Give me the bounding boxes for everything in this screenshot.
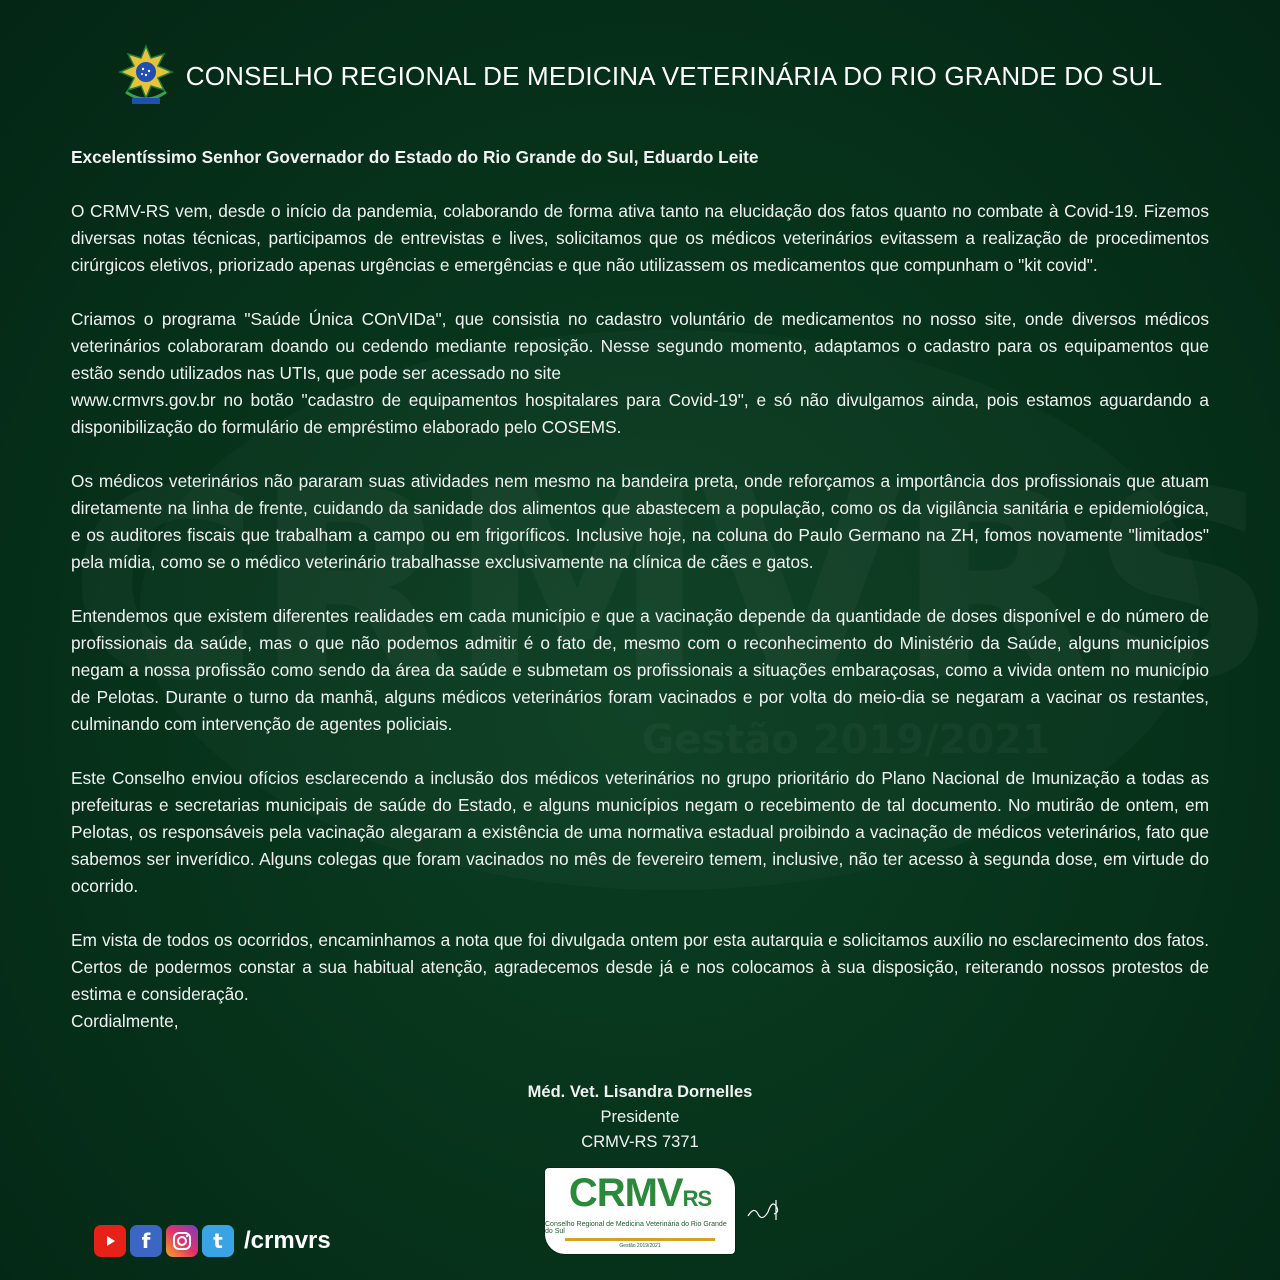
social-media-bar xyxy=(94,1224,331,1258)
logo-mark xyxy=(569,1173,711,1219)
signatory-name: Méd. Vet. Lisandra Dornelles xyxy=(527,1083,753,1101)
letter-paragraph: Este Conselho enviou ofícios esclarecendo a inclusão dos médicos veterinários no grupo prioritário do Plano Nacional de Imunização a todas as prefeituras e secretarias municipais de saúde do Estado, e alguns municípios negam o recebimento de tal documento. No mutirão de ontem, em Pelotas, os responsáveis pela vacinação alegaram a existência de uma normativa estadual proibindo a vacinação de médicos veterinários, fato que sabemos ser inverídico. Alguns colegas que foram vacinados no mês de fevereiro temem, inclusive, não ter acesso à segunda dose, em virtude do ocorrido. xyxy=(71,768,1209,896)
instagram-icon[interactable] xyxy=(166,1225,198,1257)
handwritten-signature xyxy=(746,1196,786,1222)
youtube-icon[interactable] xyxy=(94,1225,126,1257)
brazil-coat-of-arms-icon xyxy=(118,44,174,108)
social-handle[interactable]: /crmvrs xyxy=(244,1227,331,1254)
twitter-icon[interactable]: t xyxy=(202,1225,234,1257)
letterhead xyxy=(0,40,1280,112)
facebook-icon[interactable]: f xyxy=(130,1225,162,1257)
logo-stripe xyxy=(565,1238,715,1241)
letter-paragraph: www.crmvrs.gov.br no botão "cadastro de equipamentos hospitalares para Covid-19", e só não divulgamos ainda, pois estamos aguardando a disponibilização do formulário de empréstimo elaborado pelo COSEMS. xyxy=(71,390,1209,437)
letter-paragraph: Em vista de todos os ocorridos, encaminhamos a nota que foi divulgada ontem por esta autarquia e solicitamos auxílio no esclarecimento dos fatos. Certos de podermos constar a sua habitual atenção, agradecemos desde já e nos colocamos à sua disposição, reiterando nossos protestos de estima e consideração. xyxy=(71,930,1209,1004)
signatory-registry: CRMV-RS 7371 xyxy=(581,1133,699,1151)
logo-mark-suffix: RS xyxy=(682,1186,712,1211)
logo-year: Gestão 2019/2021 xyxy=(619,1243,661,1249)
logo-caption: Conselho Regional de Medicina Veterinária do Rio Grande do Sul xyxy=(545,1221,727,1235)
signature-block xyxy=(0,1080,1280,1155)
letter-paragraph: Criamos o programa "Saúde Única COnVIDa", que consistia no cadastro voluntário de medicamentos no nosso site, onde diversos médicos veterinários colaboraram doando ou cedendo mediante reposição. Nesse segundo momento, adaptamos o cadastro para os equipamentos que estão sendo utilizados nas UTIs, que pode ser acessado no site xyxy=(71,309,1209,383)
signatory-role: Presidente xyxy=(600,1108,680,1126)
organization-title: CONSELHO REGIONAL DE MEDICINA VETERINÁRIA DO RIO GRANDE DO SUL xyxy=(185,60,1163,91)
letter-closing: Cordialmente, xyxy=(71,1011,179,1031)
letter-paragraph: Entendemos que existem diferentes realidades em cada município e que a vacinação depende da quantidade de doses disponível e do número de profissionais da saúde, mas o que não podemos admitir é o fato de, mesmo com o reconhecimento do Ministério da Saúde, alguns municípios negam a nossa profissão como sendo da área da saúde e submetam os profissionais a situações embaraçosas, como a vivida ontem no município de Pelotas. Durante o turno da manhã, alguns médicos veterinários foram vacinados e por volta do meio-dia se negaram a vacinar os restantes, culminando com intervenção de agentes policiais. xyxy=(71,606,1209,734)
letter-salutation: Excelentíssimo Senhor Governador do Estado do Rio Grande do Sul, Eduardo Leite xyxy=(71,147,759,167)
crmvrs-logo xyxy=(545,1168,735,1254)
letter-body xyxy=(71,144,1209,1035)
logo-mark-text: CRMV xyxy=(568,1171,683,1215)
letter-paragraph: Os médicos veterinários não pararam suas atividades nem mesmo na bandeira preta, onde reforçamos a importância dos profissionais que atuam diretamente na linha de frente, cuidando da sanidade dos alimentos que abastecem a população, como os da vigilância sanitária e epidemiológica, e os auditores fiscais que trabalham a campo ou em frigoríficos. Inclusive hoje, na coluna do Paulo Germano na ZH, fomos novamente "limitados" pela mídia, como se o médico veterinário trabalhasse exclusivamente na clínica de cães e gatos. xyxy=(71,471,1209,572)
letter-paragraph: O CRMV-RS vem, desde o início da pandemia, colaborando de forma ativa tanto na elucidação dos fatos quanto no combate à Covid-19. Fizemos diversas notas técnicas, participamos de entrevistas e lives, solicitamos que os médicos veterinários evitassem a realização de procedimentos cirúrgicos eletivos, priorizado apenas urgências e emergências e que não utilizassem os medicamentos que compunham o "kit covid". xyxy=(71,201,1209,275)
